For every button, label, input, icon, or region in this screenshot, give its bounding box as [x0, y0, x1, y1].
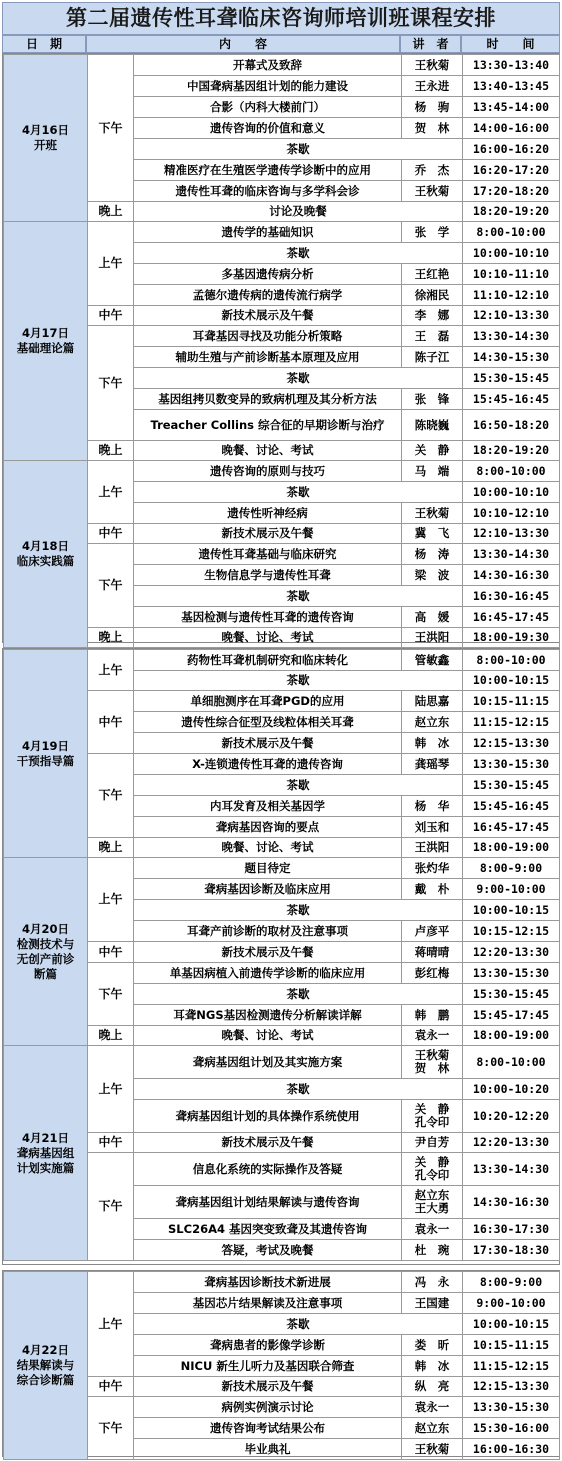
session-speaker: 韩 鹏 — [402, 1005, 463, 1026]
schedule-table — [2, 1270, 560, 1457]
session-time: 10:15-11:15 — [463, 691, 560, 712]
session-topic: 药物性耳聋机制研究和临床转化 — [134, 650, 402, 671]
session-time: 13:30-13:40 — [463, 55, 560, 76]
session-time: 17:20-18:20 — [463, 181, 560, 202]
session-time: 8:00-10:00 — [463, 650, 560, 671]
session-topic: 茶歇 — [134, 1079, 463, 1100]
schedule-row — [4, 306, 560, 326]
session-speaker: 杨 华 — [402, 796, 463, 817]
session-time: 16:50-18:20 — [463, 410, 560, 441]
schedule-row — [4, 202, 560, 222]
session-topic: 茶歇 — [134, 243, 463, 264]
session-topic: 遗传性听神经病 — [134, 503, 402, 524]
session-topic: 毕业典礼 — [134, 1439, 402, 1460]
session-speaker: 冯 永 — [402, 1272, 463, 1293]
session-speaker: 王永进 — [402, 76, 463, 97]
period-label: 晚上 — [88, 838, 134, 858]
session-speaker: 王国建 — [402, 1293, 463, 1314]
period-label: 中午 — [88, 306, 134, 326]
session-topic: 新技术展示及午餐 — [134, 1377, 402, 1397]
session-topic: 耳聋产前诊断的取材及注意事项 — [134, 921, 402, 942]
session-speaker — [402, 1046, 463, 1079]
period-label: 上午 — [88, 222, 134, 306]
session-speaker: 赵立东 — [402, 712, 463, 733]
session-speaker: 蒋晴晴 — [402, 942, 463, 963]
day-label — [4, 858, 88, 1046]
session-topic: 聋病基因咨询的要点 — [134, 817, 402, 838]
header-date: 日 期 — [2, 35, 86, 53]
session-time: 15:30-15:45 — [463, 984, 560, 1005]
session-speaker: 王洪阳 — [402, 838, 463, 858]
schedule-row — [4, 1153, 560, 1186]
schedule-row — [4, 963, 560, 984]
session-speaker: 娄 昕 — [402, 1335, 463, 1356]
session-topic: 讨论及晚餐 — [134, 202, 463, 222]
session-topic: 内耳发育及相关基因学 — [134, 796, 402, 817]
session-time: 8:00-10:00 — [463, 461, 560, 482]
session-topic: 基因组拷贝数变异的致病机理及其分析方法 — [134, 389, 402, 410]
session-speaker: 袁永一 — [402, 1397, 463, 1418]
session-topic: NICU 新生儿听力及基因联合筛查 — [134, 1356, 402, 1377]
session-speaker: 韩 冰 — [402, 1356, 463, 1377]
session-topic: 聋病基因诊断技术新进展 — [134, 1272, 402, 1293]
session-time: 15:30-16:00 — [463, 1418, 560, 1439]
day-label-line: 检测技术与 — [16, 936, 75, 951]
session-time: 12:10-13:30 — [463, 524, 560, 544]
session-time: 14:30-15:30 — [463, 347, 560, 368]
session-speaker: 梁 波 — [402, 565, 463, 586]
session-time: 15:30-15:45 — [463, 775, 560, 796]
session-time: 12:10-13:30 — [463, 306, 560, 326]
session-topic: 中国聋病基因组计划的能力建设 — [134, 76, 402, 97]
speaker-name: 关 静 — [414, 1102, 450, 1116]
session-time: 16:45-17:45 — [463, 607, 560, 628]
session-time: 11:15-12:15 — [463, 712, 560, 733]
session-topic: 遗传咨询的价值和意义 — [134, 118, 402, 139]
session-topic: 多基因遗传病分析 — [134, 264, 402, 285]
session-speaker: 张 锋 — [402, 389, 463, 410]
schedule-row — [4, 838, 560, 858]
session-speaker: 张灼华 — [402, 858, 463, 879]
session-topic: 遗传咨询考试结果公布 — [134, 1418, 402, 1439]
period-label: 晚上 — [88, 1026, 134, 1046]
day-label-line: 4月16日 — [21, 123, 69, 137]
session-topic: 茶歇 — [134, 139, 463, 160]
session-time: 12:15-13:30 — [463, 733, 560, 754]
session-time: 10:15-11:15 — [463, 1335, 560, 1356]
day-label-line: 4月21日 — [21, 1130, 69, 1145]
schedule-row — [4, 222, 560, 243]
session-time: 16:30-17:30 — [463, 1219, 560, 1240]
session-topic: SLC26A4 基因突变致聋及其遗传咨询 — [134, 1219, 402, 1240]
session-time: 10:10-11:10 — [463, 264, 560, 285]
period-label: 晚上 — [88, 628, 134, 648]
schedule-row — [4, 628, 560, 648]
session-speaker: 陈晓巍 — [402, 410, 463, 441]
session-time: 12:20-13:30 — [463, 942, 560, 963]
header-speaker: 讲 者 — [400, 35, 461, 53]
session-speaker: 杜 琬 — [402, 1240, 463, 1261]
session-topic: 茶歇 — [134, 984, 463, 1005]
schedule-row — [4, 1133, 560, 1153]
session-speaker: 杨 涛 — [402, 544, 463, 565]
session-topic: 晚餐、讨论、考试 — [134, 1026, 402, 1046]
session-topic: 单基因病植入前遗传学诊断的临床应用 — [134, 963, 402, 984]
period-label: 中午 — [88, 524, 134, 544]
schedule-row — [4, 326, 560, 347]
session-speaker — [402, 1153, 463, 1186]
session-time: 13:30-14:30 — [463, 1153, 560, 1186]
session-speaker: 关 静 — [402, 441, 463, 461]
session-time: 13:45-14:00 — [463, 97, 560, 118]
session-time: 8:00-9:00 — [463, 858, 560, 879]
schedule-row — [4, 1377, 560, 1397]
day-label — [4, 650, 88, 858]
schedule-row — [4, 461, 560, 482]
period-label: 中午 — [88, 691, 134, 754]
schedule-row — [4, 1272, 560, 1293]
session-speaker: 贺 林 — [402, 118, 463, 139]
session-topic: 茶歇 — [134, 368, 463, 389]
session-speaker: 龚瑶琴 — [402, 754, 463, 775]
day-label — [4, 55, 88, 222]
schedule-row — [4, 942, 560, 963]
session-topic: 聋病基因组计划的具体操作系统使用 — [134, 1100, 402, 1133]
period-label: 晚上 — [88, 202, 134, 222]
period-label: 下午 — [88, 55, 134, 202]
session-topic: 新技术展示及午餐 — [134, 524, 402, 544]
session-speaker: 王秋菊 — [402, 1439, 463, 1460]
session-topic: 病例实例演示讨论 — [134, 1397, 402, 1418]
session-time: 18:00-19:30 — [463, 628, 560, 648]
session-time: 15:30-15:45 — [463, 368, 560, 389]
session-time: 15:45-17:45 — [463, 1005, 560, 1026]
session-speaker: 戴 朴 — [402, 879, 463, 900]
session-time: 11:10-12:10 — [463, 285, 560, 306]
session-time: 13:40-13:45 — [463, 76, 560, 97]
header-content: 内 容 — [86, 35, 400, 53]
session-speaker: 陆思嘉 — [402, 691, 463, 712]
schedule-row — [4, 1397, 560, 1418]
session-speaker — [402, 1100, 463, 1133]
session-topic: 遗传性综合征型及线粒体相关耳聋 — [134, 712, 402, 733]
schedule-row — [4, 650, 560, 671]
session-speaker: 王洪阳 — [402, 628, 463, 648]
period-label: 下午 — [88, 754, 134, 838]
session-time: 10:00-10:10 — [463, 482, 560, 503]
day-label-line: 计划实施篇 — [16, 1160, 75, 1175]
session-time: 17:30-18:30 — [463, 1240, 560, 1261]
session-time: 13:30-15:30 — [463, 754, 560, 775]
session-speaker: 冀 飞 — [402, 524, 463, 544]
session-speaker: 王 磊 — [402, 326, 463, 347]
session-time: 13:30-15:30 — [463, 1397, 560, 1418]
session-time: 13:30-15:30 — [463, 963, 560, 984]
speaker-name: 关 静 — [414, 1155, 450, 1169]
session-topic: 茶歇 — [134, 586, 463, 607]
session-topic: 茶歇 — [134, 1314, 463, 1335]
page-title: 第二届遗传性耳聋临床咨询师培训班课程安排 — [2, 2, 560, 35]
schedule-row — [4, 55, 560, 76]
speaker-name: 王秋菊 — [414, 1048, 450, 1062]
session-speaker: 王秋菊 — [402, 503, 463, 524]
session-topic: 耳聋NGS基因检测遗传分析解读详解 — [134, 1005, 402, 1026]
session-speaker: 赵立东 — [402, 1418, 463, 1439]
period-label: 上午 — [88, 858, 134, 942]
session-speaker: 王红艳 — [402, 264, 463, 285]
session-time: 18:00-19:00 — [463, 838, 560, 858]
session-speaker: 纵 亮 — [402, 1377, 463, 1397]
session-speaker: 袁永一 — [402, 1219, 463, 1240]
session-topic: 新技术展示及午餐 — [134, 942, 402, 963]
session-time: 18:20-19:20 — [463, 441, 560, 461]
session-topic: 孟德尔遗传病的遗传流行病学 — [134, 285, 402, 306]
session-speaker: 刘玉和 — [402, 817, 463, 838]
speaker-name: 赵立东 — [414, 1188, 450, 1202]
session-topic: 聋病基因组计划结果解读与遗传咨询 — [134, 1186, 402, 1219]
session-speaker: 张 学 — [402, 222, 463, 243]
session-topic: 聋病基因组计划及其实施方案 — [134, 1046, 402, 1079]
session-time: 10:00-10:15 — [463, 900, 560, 921]
session-time: 14:30-16:30 — [463, 565, 560, 586]
session-topic: 答疑，考试及晚餐 — [134, 1240, 402, 1261]
session-speaker: 陈子江 — [402, 347, 463, 368]
session-time: 13:30-14:30 — [463, 326, 560, 347]
schedule-row — [4, 1046, 560, 1079]
schedule-row — [4, 441, 560, 461]
day-label-line: 临床实践篇 — [16, 554, 75, 568]
period-label: 下午 — [88, 326, 134, 441]
session-topic: 聋病患者的影像学诊断 — [134, 1335, 402, 1356]
session-topic: 合影（内科大楼前门） — [134, 97, 402, 118]
day-label — [4, 461, 88, 648]
session-time: 8:00-9:00 — [463, 1272, 560, 1293]
session-time: 10:20-12:20 — [463, 1100, 560, 1133]
period-label: 中午 — [88, 1377, 134, 1397]
day-label-line: 综合诊断篇 — [16, 1373, 75, 1387]
session-topic: 信息化系统的实际操作及答疑 — [134, 1153, 402, 1186]
session-time: 10:00-10:10 — [463, 243, 560, 264]
day-label — [4, 1272, 88, 1460]
session-topic: 聋病基因诊断及临床应用 — [134, 879, 402, 900]
session-speaker: 韩 冰 — [402, 733, 463, 754]
session-topic: 茶歇 — [134, 482, 463, 503]
day-label-line: 聋病基因组 — [16, 1145, 75, 1160]
session-topic: 耳聋基因寻找及功能分析策略 — [134, 326, 402, 347]
session-speaker: 卢彦平 — [402, 921, 463, 942]
session-topic: 遗传咨询的原则与技巧 — [134, 461, 402, 482]
session-time: 16:30-16:45 — [463, 586, 560, 607]
period-label: 下午 — [88, 1153, 134, 1261]
schedule-row — [4, 754, 560, 775]
session-speaker: 乔 杰 — [402, 160, 463, 181]
day-label-line: 开班 — [34, 138, 57, 152]
day-label-line: 干预指导篇 — [16, 753, 75, 768]
session-topic: 遗传学的基础知识 — [134, 222, 402, 243]
session-time: 12:15-13:30 — [463, 1377, 560, 1397]
session-time: 14:00-16:00 — [463, 118, 560, 139]
session-topic: 晚餐、讨论、考试 — [134, 628, 402, 648]
session-speaker: 管敏鑫 — [402, 650, 463, 671]
schedule-row — [4, 858, 560, 879]
session-speaker: 高 媛 — [402, 607, 463, 628]
session-time: 10:10-12:10 — [463, 503, 560, 524]
session-time: 16:00-16:20 — [463, 139, 560, 160]
session-speaker: 彭红梅 — [402, 963, 463, 984]
schedule-row — [4, 691, 560, 712]
day-label-line: 断篇 — [34, 966, 57, 981]
speaker-name: 孔令印 — [414, 1168, 450, 1182]
period-label: 下午 — [88, 544, 134, 628]
session-speaker: 李 娜 — [402, 306, 463, 326]
speaker-name: 王大勇 — [414, 1201, 450, 1215]
session-time: 8:00-10:00 — [463, 1046, 560, 1079]
session-topic: 晚餐、讨论、考试 — [134, 441, 402, 461]
schedule-table — [2, 648, 560, 1265]
day-label-line: 4月22日 — [21, 1343, 69, 1357]
session-topic: 茶歇 — [134, 900, 463, 921]
session-speaker — [402, 1186, 463, 1219]
session-speaker: 王秋菊 — [402, 181, 463, 202]
session-topic: 精准医疗在生殖医学遗传学诊断中的应用 — [134, 160, 402, 181]
session-topic: 晚餐、讨论、考试 — [134, 838, 402, 858]
period-label: 晚上 — [88, 441, 134, 461]
session-topic: 遗传性耳聋基础与临床研究 — [134, 544, 402, 565]
day-label-line: 4月19日 — [21, 738, 69, 753]
session-topic: 茶歇 — [134, 775, 463, 796]
session-time: 16:45-17:45 — [463, 817, 560, 838]
session-topic: 新技术展示及午餐 — [134, 1133, 402, 1153]
period-label: 中午 — [88, 1133, 134, 1153]
session-time: 8:00-10:00 — [463, 222, 560, 243]
schedule-table — [2, 53, 560, 643]
session-speaker: 王秋菊 — [402, 55, 463, 76]
session-time: 10:00-10:15 — [463, 1314, 560, 1335]
session-time: 10:00-10:15 — [463, 671, 560, 691]
session-speaker: 马 端 — [402, 461, 463, 482]
session-time: 9:00-10:00 — [463, 1293, 560, 1314]
period-label: 下午 — [88, 1397, 134, 1460]
header-time: 时 间 — [461, 35, 560, 53]
session-time: 18:00-19:00 — [463, 1026, 560, 1046]
session-topic: 新技术展示及午餐 — [134, 306, 402, 326]
day-label-line: 4月17日 — [21, 326, 69, 340]
schedule-row — [4, 524, 560, 544]
session-topic: 辅助生殖与产前诊断基本原理及应用 — [134, 347, 402, 368]
session-time: 10:15-12:15 — [463, 921, 560, 942]
period-label: 下午 — [88, 963, 134, 1026]
schedule-row — [4, 544, 560, 565]
session-topic: Treacher Collins 综合征的早期诊断与治疗 — [134, 410, 402, 441]
day-label-line: 结果解读与 — [16, 1358, 75, 1372]
day-label — [4, 1046, 88, 1261]
period-label: 上午 — [88, 650, 134, 691]
day-label-line: 无创产前诊 — [16, 951, 75, 966]
day-label-line: 4月18日 — [21, 539, 69, 553]
session-topic: 新技术展示及午餐 — [134, 733, 402, 754]
day-label-line: 基础理论篇 — [16, 341, 75, 355]
session-topic: 基因芯片结果解读及注意事项 — [134, 1293, 402, 1314]
session-speaker: 徐湘民 — [402, 285, 463, 306]
session-topic: X-连锁遗传性耳聋的遗传咨询 — [134, 754, 402, 775]
session-topic: 遗传性耳聋的临床咨询与多学科会诊 — [134, 181, 402, 202]
session-topic: 生物信息学与遗传性耳聋 — [134, 565, 402, 586]
period-label: 上午 — [88, 461, 134, 524]
session-speaker: 袁永一 — [402, 1026, 463, 1046]
session-speaker: 杨 驹 — [402, 97, 463, 118]
session-time: 9:00-10:00 — [463, 879, 560, 900]
period-label: 中午 — [88, 942, 134, 963]
session-time: 13:30-14:30 — [463, 544, 560, 565]
session-time: 11:15-12:15 — [463, 1356, 560, 1377]
speaker-name: 贺 林 — [414, 1061, 450, 1075]
session-time: 14:30-16:30 — [463, 1186, 560, 1219]
day-label — [4, 222, 88, 461]
session-time: 10:00-10:20 — [463, 1079, 560, 1100]
session-topic: 单细胞测序在耳聋PGD的应用 — [134, 691, 402, 712]
schedule-row — [4, 1026, 560, 1046]
period-label: 上午 — [88, 1046, 134, 1133]
session-time: 18:20-19:20 — [463, 202, 560, 222]
period-label: 上午 — [88, 1272, 134, 1377]
session-topic: 基因检测与遗传性耳聋的遗传咨询 — [134, 607, 402, 628]
speaker-name: 孔令印 — [414, 1115, 450, 1129]
session-speaker: 尹自芳 — [402, 1133, 463, 1153]
session-time: 16:20-17:20 — [463, 160, 560, 181]
session-time: 12:20-13:30 — [463, 1133, 560, 1153]
day-label-line: 4月20日 — [21, 921, 69, 936]
session-time: 16:00-16:30 — [463, 1439, 560, 1460]
session-time: 15:45-16:45 — [463, 389, 560, 410]
session-time: 15:45-16:45 — [463, 796, 560, 817]
session-topic: 题目待定 — [134, 858, 402, 879]
session-topic: 开幕式及致辞 — [134, 55, 402, 76]
session-topic: 茶歇 — [134, 671, 463, 691]
